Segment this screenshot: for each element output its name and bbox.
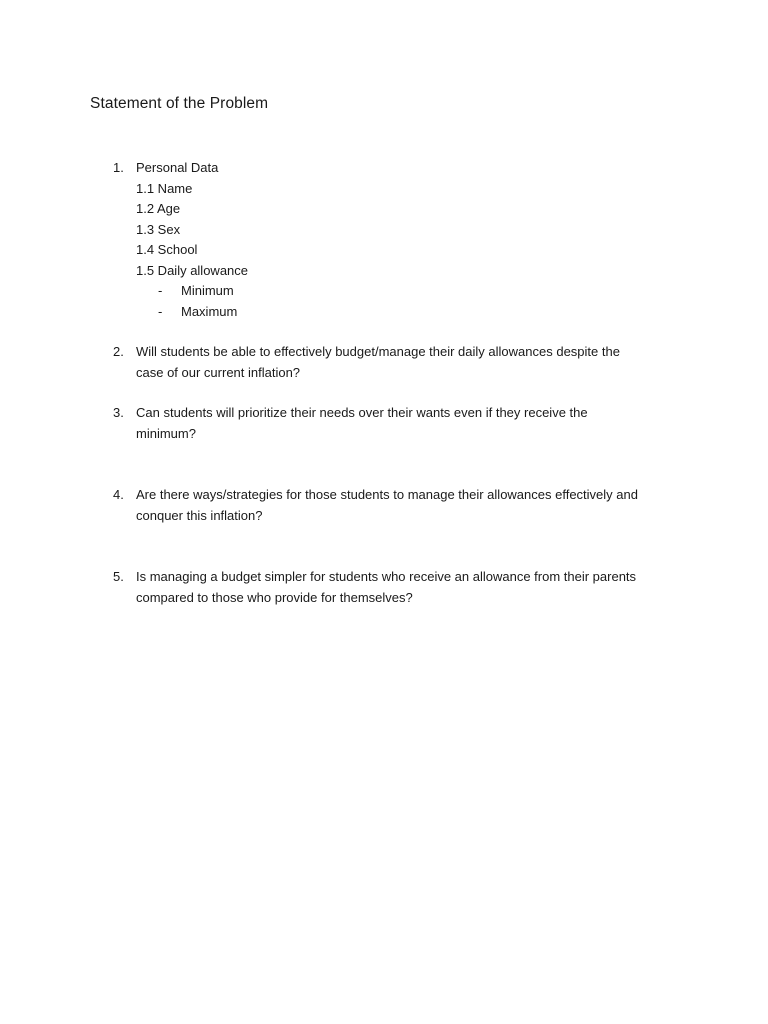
item-number: 3. [113,405,124,420]
bullet-maximum: Maximum [181,303,238,319]
item-text: Personal Data [136,160,219,175]
subitem-age: 1.2 Age [136,201,181,216]
item-text-line: conquer this inflation? [136,507,263,523]
item-text-line: Will students be able to effectively budget/manage their daily allowances despite the [136,344,620,359]
item-text-line: Is managing a budget simpler for students who receive an allowance from their parents [136,569,637,584]
subitem-school: 1.4 School [136,242,198,257]
bullet-marker: - [158,283,163,298]
item-text-line: case of our current inflation? [136,364,301,380]
subitem-name: 1.1 Name [136,180,193,196]
subitem-daily-allowance: 1.5 Daily allowance [136,262,249,278]
item-text-line: minimum? [136,425,196,441]
item-number: 5. [113,569,124,584]
subitem-sex: 1.3 Sex [136,221,181,237]
item-text-line: Can students will prioritize their needs over their wants even if they receive the [136,405,588,420]
item-number: 1. [113,160,124,175]
item-number: 4. [113,487,124,502]
item-number: 2. [113,344,124,359]
bullet-marker: - [158,303,163,319]
bullet-minimum: Minimum [181,283,234,298]
document-title: Statement of the Problem [90,95,269,112]
item-text-line: Are there ways/strategies for those students to manage their allowances effectively and [136,487,638,502]
item-text-line: compared to those who provide for themselves? [136,589,413,605]
